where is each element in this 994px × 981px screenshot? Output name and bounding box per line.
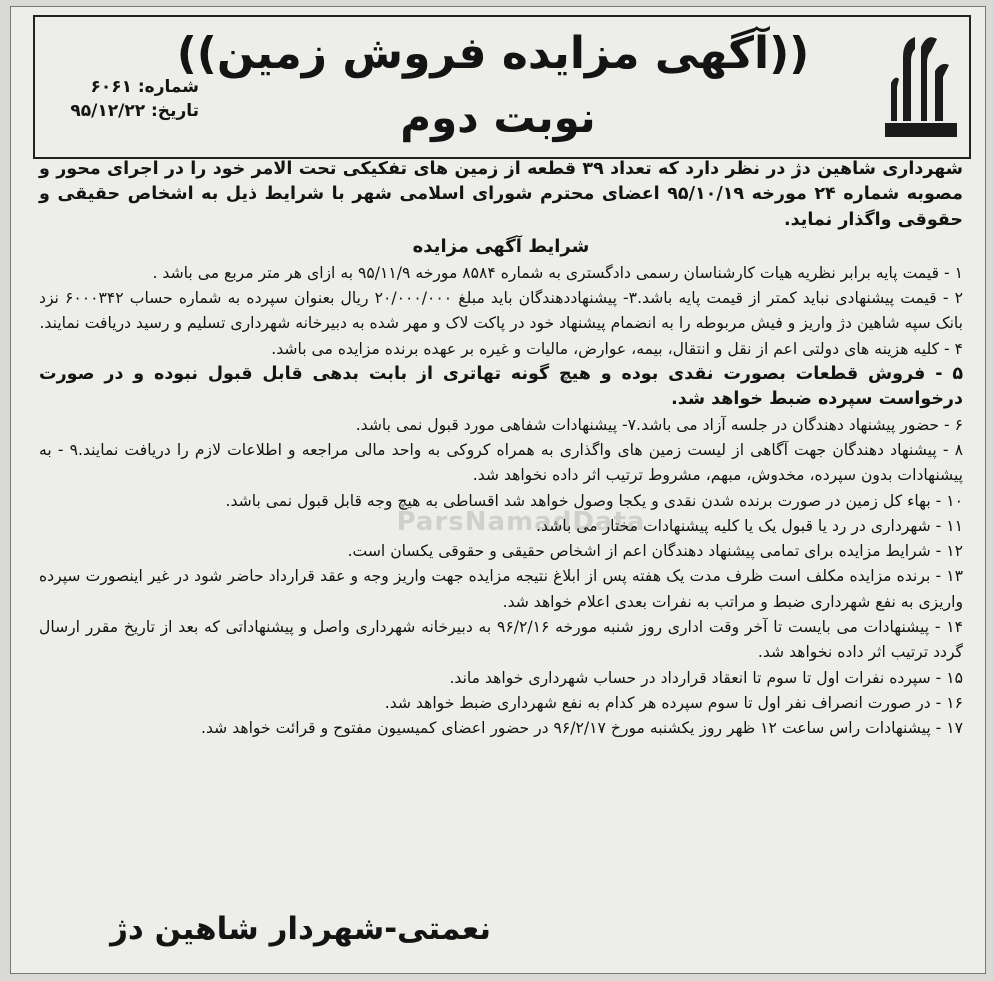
notice-title: ((آگهی مزایده فروش زمین))	[176, 28, 810, 79]
notice-date: تاریخ: ۹۵/۱۲/۲۲	[70, 101, 199, 121]
condition-item: ۶ - حضور پیشنهاد دهندگان در جلسه آزاد می باشد.۷- پیشنهادات شفاهی مورد قبول نمی باشد.	[355, 415, 963, 434]
condition-item: ۵ - فروش قطعات بصورت نقدی بوده و هیچ گونه تهاتری از بابت بدهی قابل قبول نبوده و در صورت درخواست سپرده ضبط خواهد شد.	[39, 364, 963, 410]
condition-item: ۸ - پیشنهاد دهندگان جهت آگاهی از لیست زمین های واگذاری به همراه کروکی به واحد مالی مراجعه و اطلاعات لازم را دریافت نمایند.۹ - به پیشنهادات بدون سپرده، مخدوش، مبهم، مشروط ترتیب اثر داده نخواهد شد.	[39, 440, 963, 485]
condition-item: ۱۰ - بهاء کل زمین در صورت برنده شدن نقدی و یکجا وصول خواهد شد اقساطی به هیچ وجه قابل قبول نمی باشد.	[225, 491, 963, 510]
condition-item: ۱۵ - سپرده نفرات اول تا سوم تا انعقاد قرارداد در حساب شهرداری خواهد ماند.	[449, 668, 963, 687]
logo-emblem-icon	[881, 27, 961, 145]
condition-item: ۱ - قیمت پایه برابر نظریه هیات کارشناسان رسمی دادگستری به شماره ۸۵۸۴ مورخه ۹۵/۱۱/۹ به ازای هر متر مربع می باشد .	[152, 263, 963, 282]
conditions-heading: شرایط آگهی مزایده	[412, 235, 590, 257]
notice-number: شماره: ۶۰۶۱	[90, 77, 199, 97]
condition-item: ۱۳ - برنده مزایده مکلف است ظرف مدت یک هفته پس از ابلاغ نتیجه مزایده جهت واریز وجه و عقد قرارداد حاضر شود در غیر اینصورت سپرده واریزی به نفع شهرداری ضبط و مراتب به نفرات بعدی اعلام خواهد شد.	[39, 567, 963, 611]
condition-item: ۱۱ - شهرداری در رد یا قبول یک یا کلیه پیشنهادات مختار می باشد.	[536, 516, 963, 535]
notice-body	[39, 157, 963, 742]
condition-item: ۱۶ - در صورت انصراف نفر اول تا سوم سپرده هر کدام به نفع شهرداری ضبط خواهد شد.	[384, 693, 963, 712]
condition-item: ۲ - قیمت پیشنهادی نباید کمتر از قیمت پایه باشد.۳- پیشنهاددهندگان باید مبلغ ۲۰/۰۰۰/۰۰۰ ریال بعنوان سپرده به شماره حساب ۶۰۰۰۳۴۲ نزد بانک سپه شاهین دژ واریز و فیش مربوطه را به انضمام پیشنهاد خود در پاکت لاک و مهر شده به دبیرخانه شهرداری تسلیم و رسید دریافت نمایند.	[39, 289, 963, 333]
signature: نعمتی-شهردار شاهین دژ	[110, 911, 491, 947]
condition-item: ۱۷ - پیشنهادات راس ساعت ۱۲ ظهر روز یکشنبه مورخ ۹۶/۲/۱۷ در حضور اعضای کمیسیون مفتوح و قرائت خواهد شد.	[201, 719, 963, 738]
municipality-logo	[881, 27, 961, 145]
condition-item: ۱۲ - شرایط مزایده برای تمامی پیشنهاد دهندگان اعم از اشخاص حقیقی و حقوقی یکسان است.	[347, 542, 963, 561]
intro-paragraph: شهرداری شاهین دژ در نظر دارد که تعداد ۳۹ قطعه از زمین های تفکیکی تحت الامر خود را در اجرای محور و مصوبه شماره ۲۴ مورخه ۹۵/۱۰/۱۹ اعضای محترم شورای اسلامی شهر با شرایط ذیل به اشخاص حقیقی و حقوقی واگذار نماید.	[39, 159, 964, 230]
condition-item: ۴ - کلیه هزینه های دولتی اعم از نقل و انتقال، بیمه، عوارض، مالیات و غیره بر عهده برنده مزایده می باشد.	[271, 339, 963, 358]
watermark: ParsNamadData	[396, 507, 646, 537]
newspaper-notice	[10, 6, 986, 974]
notice-round: نوبت دوم	[400, 93, 596, 142]
condition-item: ۱۴ - پیشنهادات می بایست تا آخر وقت اداری روز شنبه مورخه ۹۶/۲/۱۶ به دبیرخانه شهرداری واصل و پیشنهاداتی که بعد از تاریخ مقرر ارسال گردد ترتیب اثر داده نخواهد شد.	[39, 618, 963, 662]
